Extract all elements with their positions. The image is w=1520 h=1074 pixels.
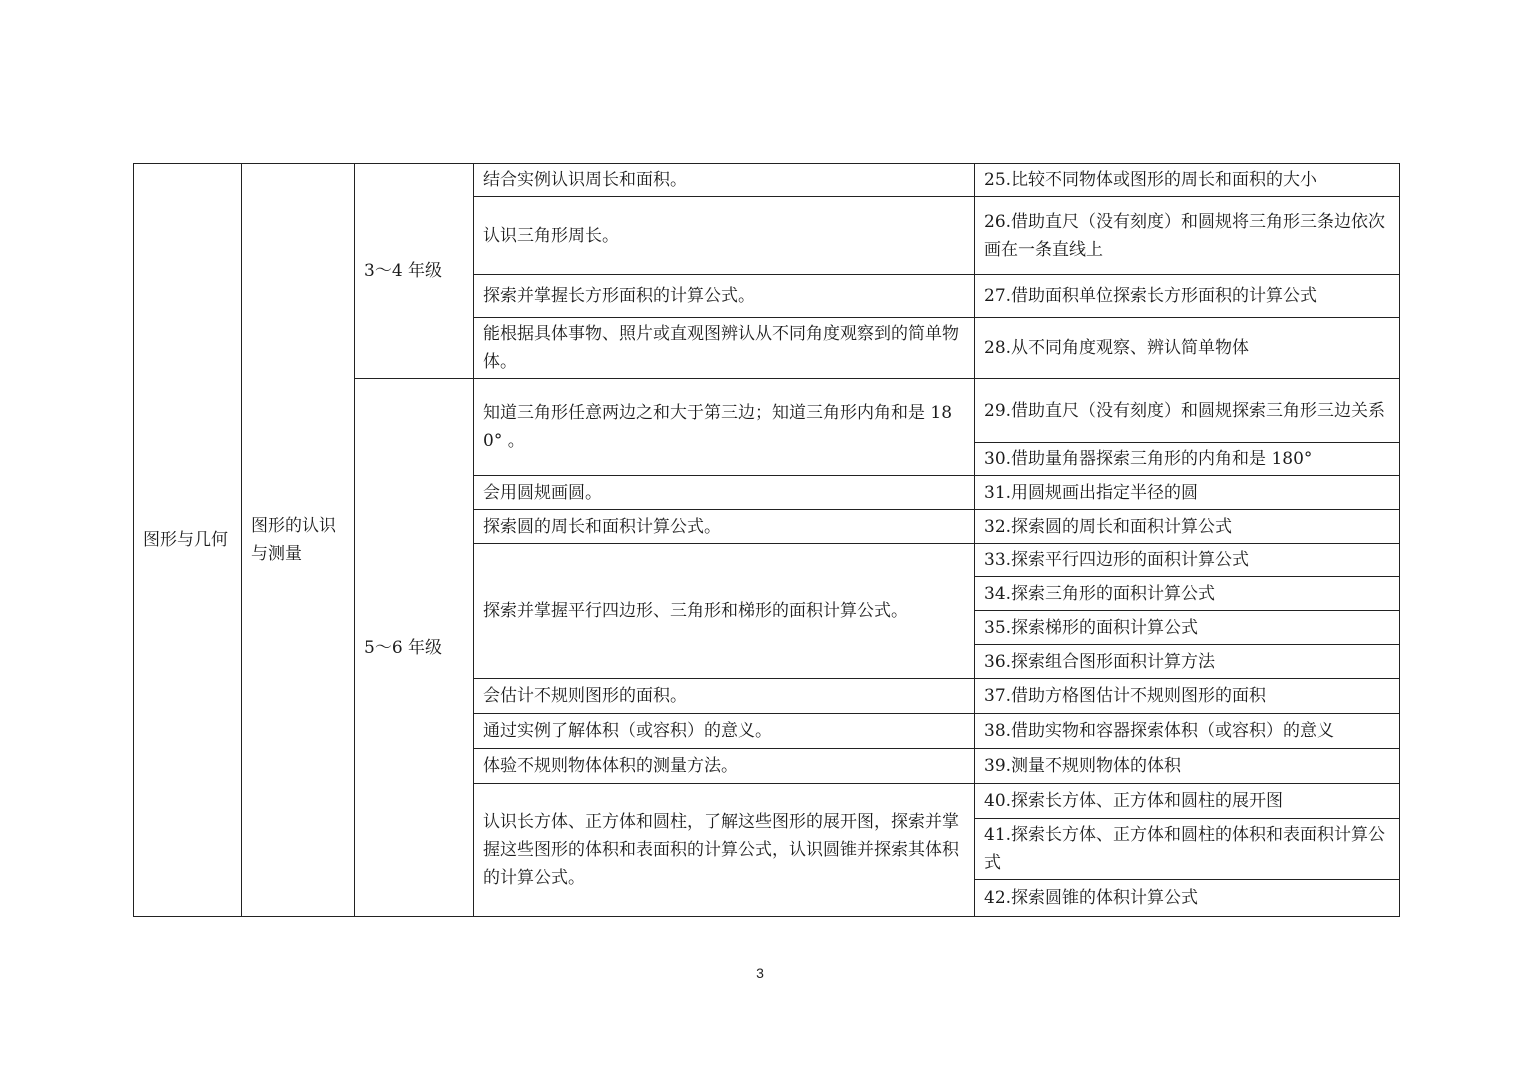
activity-cell: 40.探索长方体、正方体和圆柱的展开图 [975,784,1400,819]
activity-cell: 38.借助实物和容器探索体积（或容积）的意义 [975,714,1400,749]
activity-cell: 29.借助直尺（没有刻度）和圆规探索三角形三边关系 [975,379,1400,443]
content-cell: 体验不规则物体体积的测量方法。 [474,749,975,784]
activity-cell: 26.借助直尺（没有刻度）和圆规将三角形三条边依次画在一条直线上 [975,197,1400,275]
activity-cell: 41.探索长方体、正方体和圆柱的体积和表面积计算公式 [975,819,1400,880]
activity-cell: 33.探索平行四边形的面积计算公式 [975,544,1400,577]
grade-cell-3-4: 3～4 年级 [355,164,474,379]
activity-cell: 31.用圆规画出指定半径的圆 [975,476,1400,510]
content-cell: 结合实例认识周长和面积。 [474,164,975,197]
activity-cell: 35.探索梯形的面积计算公式 [975,611,1400,645]
activity-cell: 32.探索圆的周长和面积计算公式 [975,510,1400,544]
content-cell: 认识三角形周长。 [474,197,975,275]
activity-cell: 42.探索圆锥的体积计算公式 [975,880,1400,917]
table-row [134,164,1400,197]
activity-cell: 27.借助面积单位探索长方形面积的计算公式 [975,275,1400,318]
activity-cell: 34.探索三角形的面积计算公式 [975,577,1400,611]
domain-cell: 图形与几何 [134,164,242,917]
activity-cell: 37.借助方格图估计不规则图形的面积 [975,679,1400,714]
activity-cell: 36.探索组合图形面积计算方法 [975,645,1400,679]
curriculum-table [133,163,1400,917]
content-cell: 探索并掌握平行四边形、三角形和梯形的面积计算公式。 [474,544,975,679]
content-cell: 会用圆规画圆。 [474,476,975,510]
activity-cell: 28.从不同角度观察、辨认简单物体 [975,318,1400,379]
activity-cell: 39.测量不规则物体的体积 [975,749,1400,784]
grade-cell-5-6: 5～6 年级 [355,379,474,917]
content-cell: 通过实例了解体积（或容积）的意义。 [474,714,975,749]
content-cell: 探索圆的周长和面积计算公式。 [474,510,975,544]
content-cell: 会估计不规则图形的面积。 [474,679,975,714]
content-cell: 认识长方体、正方体和圆柱，了解这些图形的展开图，探索并掌握这些图形的体积和表面积的计算公式，认识圆锥并探索其体积的计算公式。 [474,784,975,917]
content-cell: 能根据具体事物、照片或直观图辨认从不同角度观察到的简单物体。 [474,318,975,379]
activity-cell: 25.比较不同物体或图形的周长和面积的大小 [975,164,1400,197]
page-number: 3 [756,965,764,981]
content-cell: 知道三角形任意两边之和大于第三边；知道三角形内角和是 180° 。 [474,379,975,476]
activity-cell: 30.借助量角器探索三角形的内角和是 180° [975,443,1400,476]
subdomain-cell: 图形的认识与测量 [242,164,355,917]
content-cell: 探索并掌握长方形面积的计算公式。 [474,275,975,318]
